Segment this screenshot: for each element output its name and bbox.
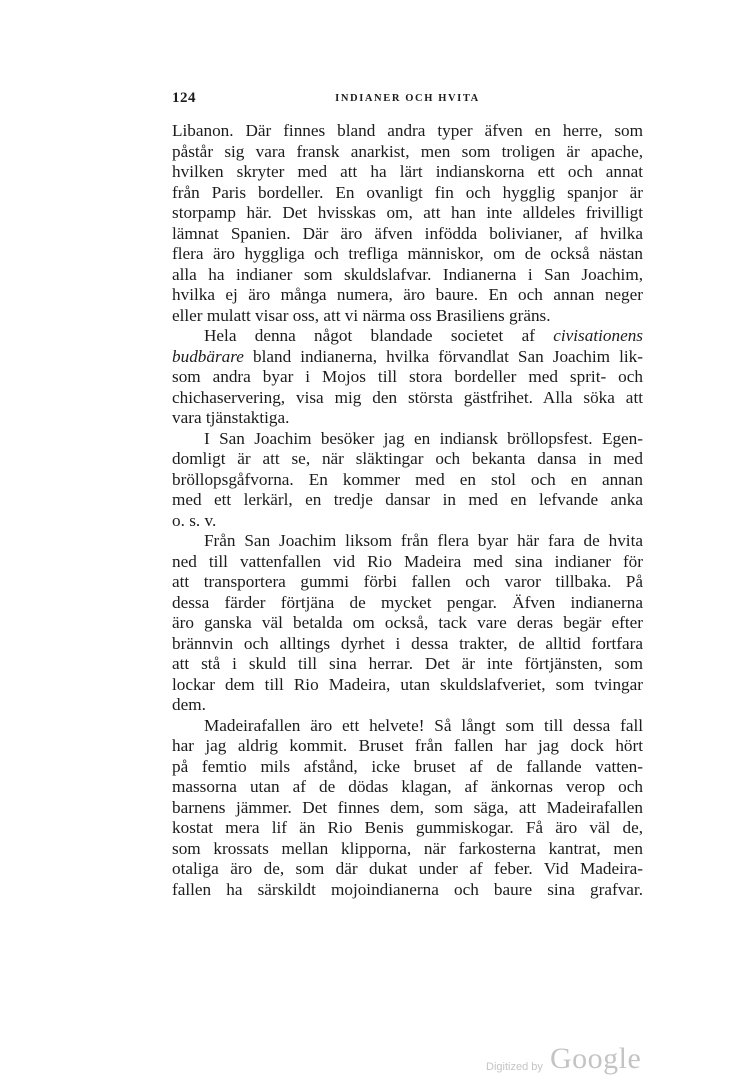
text-line: som andra byar i Mojos till stora bordeller med sprit- och bbox=[172, 367, 643, 386]
text-line: äro ganska väl betalda om också, tack vare deras begär efter bbox=[172, 613, 643, 632]
text-line: dem. bbox=[172, 695, 206, 714]
text-line: eller mulatt visar oss, att vi närma oss Brasiliens gräns. bbox=[172, 305, 551, 325]
text-line: barnens jämmer. Det finnes dem, som säga, att Madeirafallen bbox=[172, 797, 643, 817]
text-line-mixed bbox=[172, 326, 643, 347]
text-line: från Paris bordeller. En ovanligt fin och hygglig spanjor är bbox=[172, 182, 643, 202]
text-line: med ett lerkärl, en tredje dansar in med en lefvande anka bbox=[172, 490, 643, 509]
text-line: flera äro hyggliga och trefliga människor, om de också nästan bbox=[172, 244, 643, 263]
italic-phrase: budbärare bbox=[172, 346, 244, 366]
text-line: chichaservering, visa mig den största gästfrihet. Alla söka att bbox=[172, 387, 643, 407]
digitized-watermark bbox=[486, 1040, 686, 1080]
text-line: vara tjänstaktiga. bbox=[172, 408, 290, 427]
text-line: att transportera gummi förbi fallen och varor tillbaka. På bbox=[172, 572, 643, 591]
text-line: Från San Joachim liksom från flera byar här fara de hvita bbox=[204, 531, 643, 550]
body-text bbox=[172, 121, 643, 900]
text-line: hvilken skryter med att ha lärt indianskorna ett och annat bbox=[172, 162, 643, 181]
running-title: INDIANER OCH HVITA bbox=[335, 93, 480, 104]
text-line: Libanon. Där finnes bland andra typer äfven en herre, som bbox=[172, 121, 643, 140]
text-line: domligt är att se, när släktingar och bekanta dansa in med bbox=[172, 449, 643, 468]
text-segment: Hela denna något blandade societet af bbox=[204, 326, 535, 345]
text-line: brännvin och alltings dyrhet i dessa trakter, de alltid fortfara bbox=[172, 633, 643, 653]
text-line: på femtio mils afstånd, icke bruset af de fallande vatten- bbox=[172, 756, 643, 776]
text-line: bröllopsgåfvorna. En kommer med en stol och en annan bbox=[172, 469, 643, 489]
text-line: har jag aldrig kommit. Bruset från fallen har jag dock hört bbox=[172, 736, 643, 755]
text-line: fallen ha särskildt mojoindianerna och baure sina grafvar. bbox=[172, 879, 643, 899]
text-line: otaliga äro de, som där dukat under af feber. Vid Madeira- bbox=[172, 859, 643, 878]
text-line: lockar dem till Rio Madeira, utan skuldslafveriet, som tvingar bbox=[172, 674, 643, 694]
page-header bbox=[172, 90, 643, 112]
text-line: Madeirafallen äro ett helvete! Så långt som till dessa fall bbox=[204, 715, 643, 735]
italic-phrase: civisationens bbox=[553, 326, 643, 345]
watermark-prefix: Digitized by bbox=[486, 1061, 543, 1073]
text-line: I San Joachim besöker jag en indiansk bröllopsfest. Egen- bbox=[204, 428, 643, 448]
text-line: lämnat Spanien. Där äro äfven infödda bolivianer, af hvilka bbox=[172, 223, 643, 243]
text-line: hvilka ej äro många numera, äro baure. En och annan neger bbox=[172, 285, 643, 304]
page-number: 124 bbox=[172, 90, 196, 106]
text-line: påstår sig vara fransk anarkist, men som troligen är apache, bbox=[172, 141, 643, 161]
text-line: massorna utan af de dödas klagan, af änkornas verop och bbox=[172, 777, 643, 796]
text-line: kostat mera lif än Rio Benis gummiskogar. Få äro väl de, bbox=[172, 818, 643, 837]
text-line-mixed bbox=[172, 347, 643, 368]
text-line: ned till vattenfallen vid Rio Madeira med sina indianer för bbox=[172, 551, 643, 571]
text-line: storpamp här. Det hvisskas om, att han inte alldeles frivilligt bbox=[172, 203, 643, 222]
text-line: som krossats mellan klipporna, när farkosterna kantrat, men bbox=[172, 838, 643, 858]
text-segment: bland indianerna, hvilka förvandlat San Joachim lik- bbox=[253, 346, 643, 366]
text-line: dessa färder förtjäna de mycket pengar. Äfven indianerna bbox=[172, 592, 643, 612]
text-line: alla ha indianer som skuldslafvar. Indianerna i San Joachim, bbox=[172, 264, 643, 284]
text-line: o. s. v. bbox=[172, 510, 217, 530]
text-line: att stå i skuld till sina herrar. Det är inte förtjänsten, som bbox=[172, 654, 643, 673]
google-logo: Google bbox=[550, 1042, 642, 1075]
